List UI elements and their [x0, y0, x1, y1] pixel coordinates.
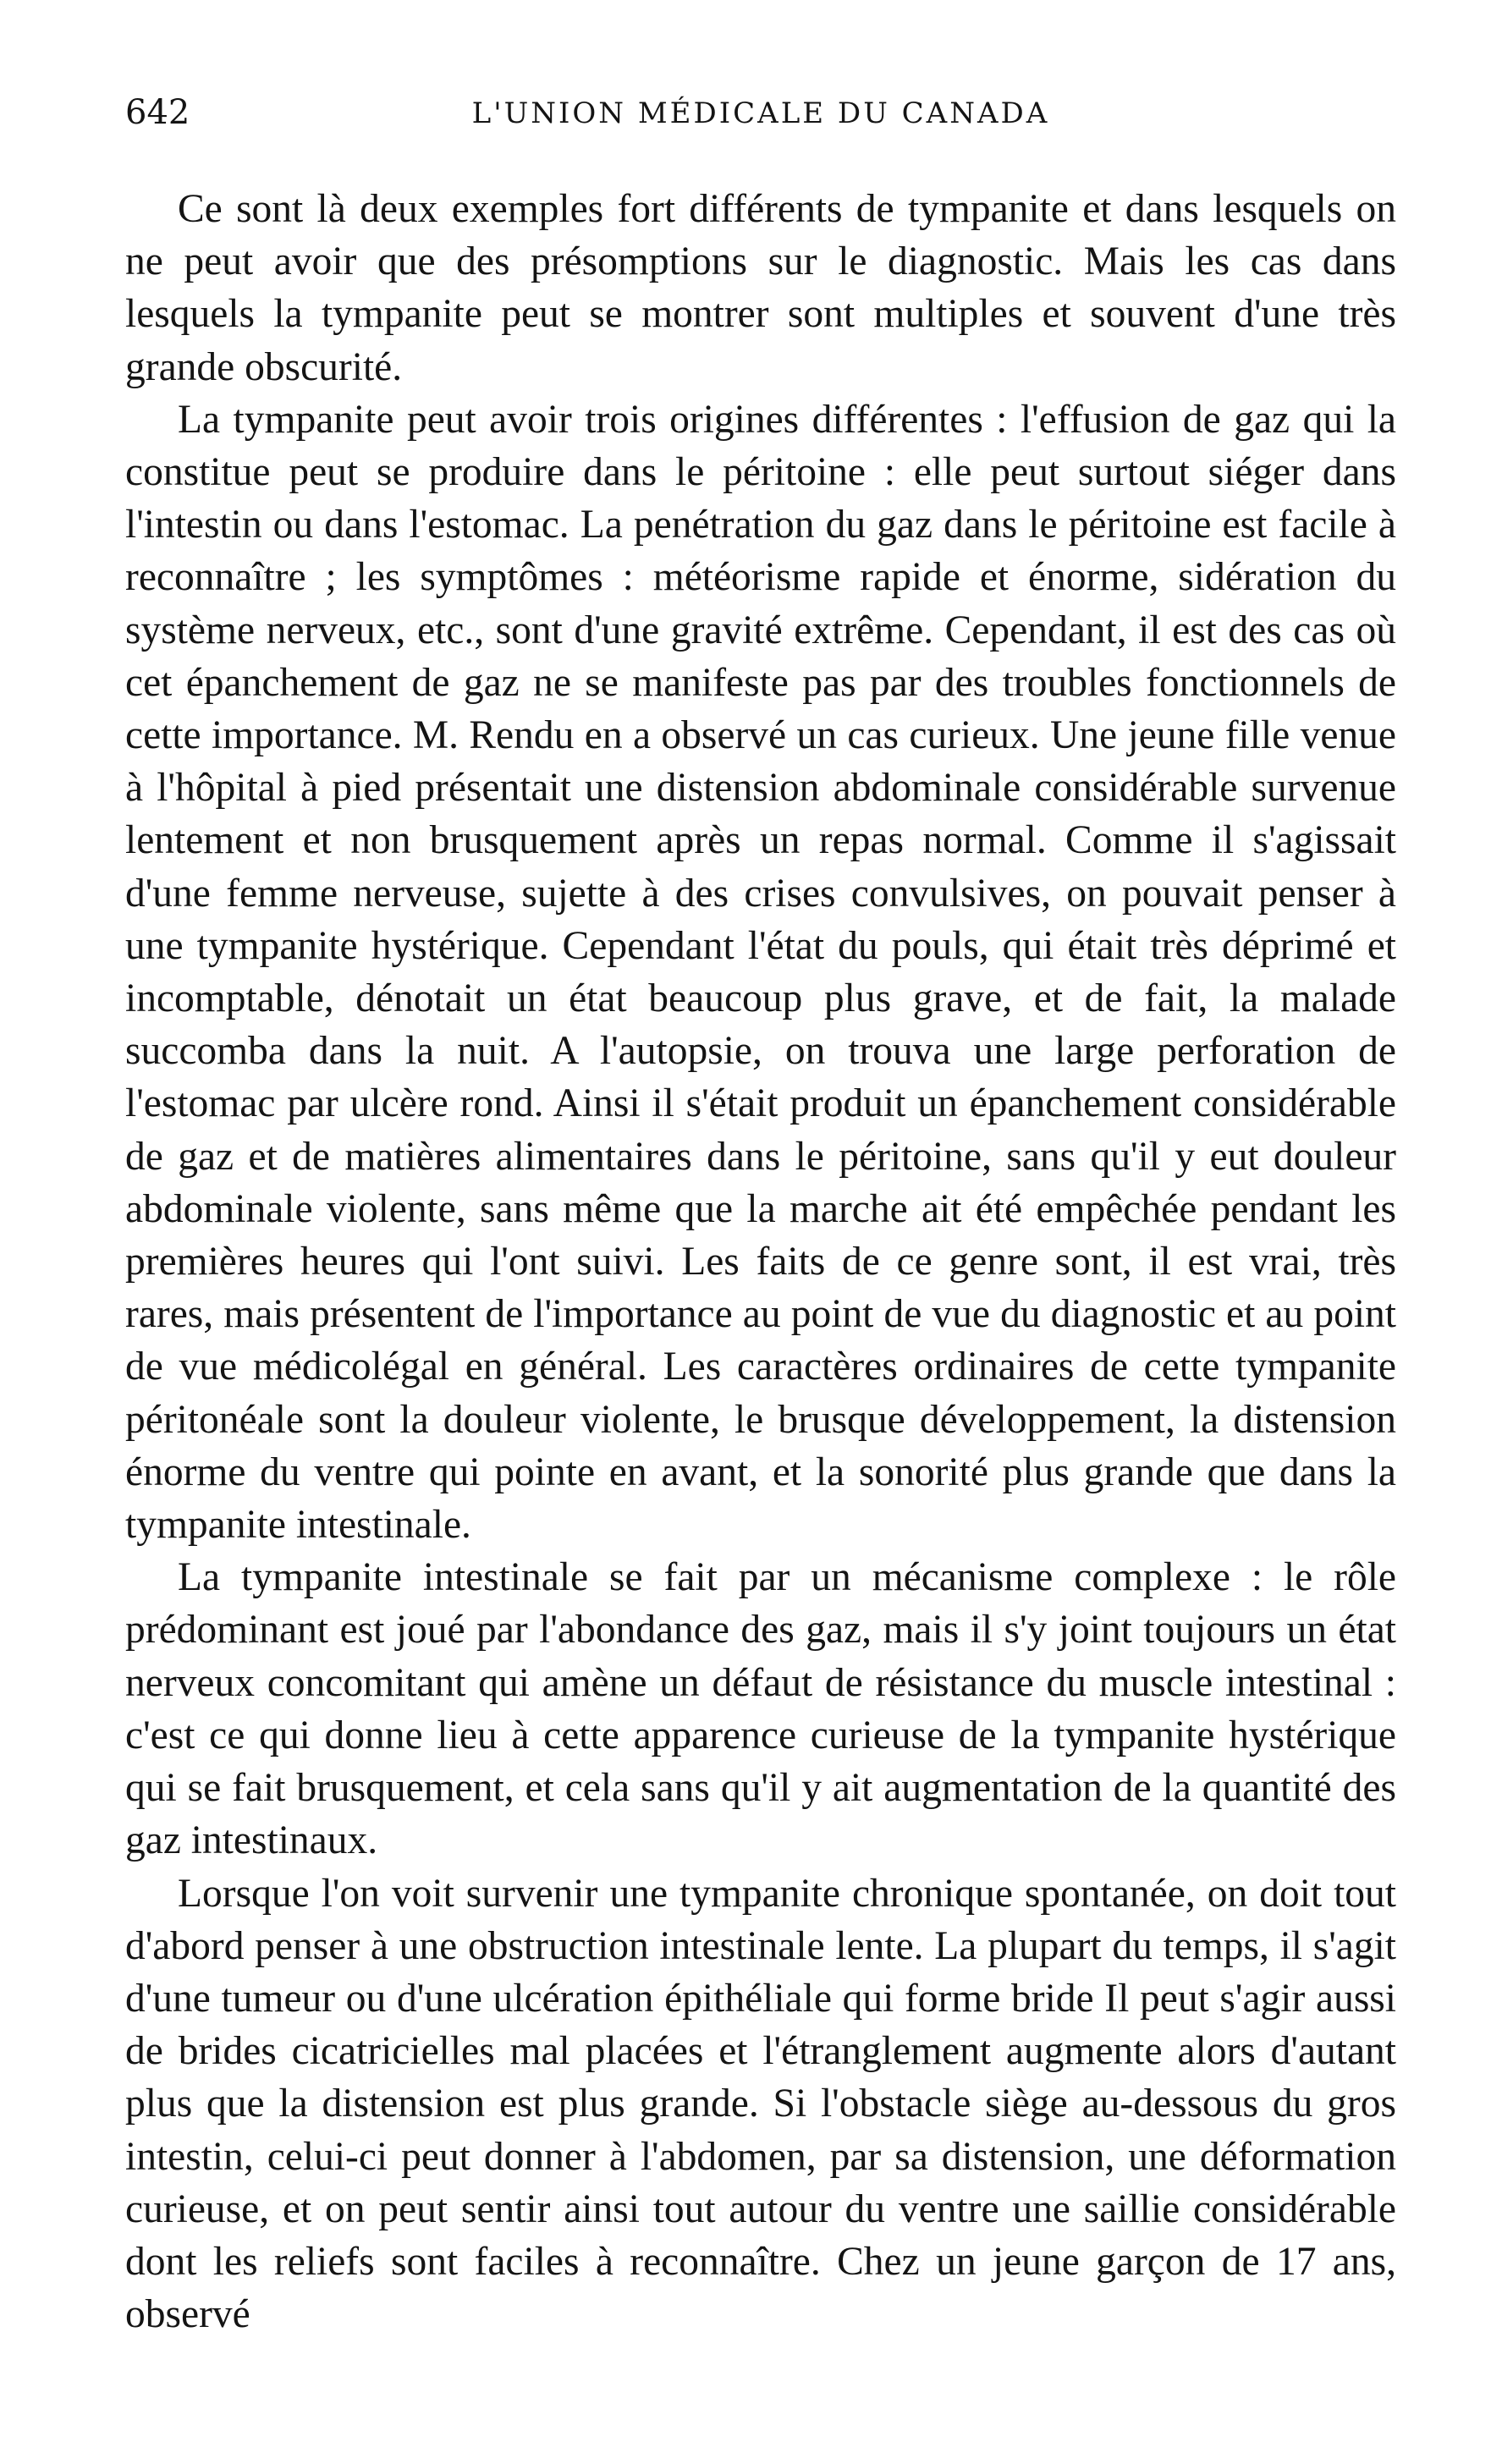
paragraph: Lorsque l'on voit survenir une tympanite chronique spontanée, on doit tout d'abord penser à une obstruction intestinale lente. La plupart du temps, il s'agit d'une tumeur ou d'une ulcération épithéliale qui forme bride Il peut s'agir aussi de brides cicatricielles mal placées et l'étranglement augmente alors d'autant plus que la distension est plus grande. Si l'obstacle siège au-dessous du gros intestin, celui-ci peut donner à l'abdomen, par sa distension, une déformation curieuse, et on peut sentir ainsi tout autour du ventre une saillie considérable dont les reliefs sont faciles à reconnaître. Chez un jeune garçon de 17 ans, observé: [125, 1871, 1396, 2337]
page-header: [125, 93, 1396, 144]
article-body: [125, 183, 1396, 2340]
paragraph: La tympanite intestinale se fait par un mécanisme complexe : le rôle prédominant est joué par l'abondance des gaz, mais il s'y joint toujours un état nerveux concomitant qui amène un défaut de résistance du muscle intestinal : c'est ce qui donne lieu à cette apparence curieuse de la tympanite hystérique qui se fait brusquement, et cela sans qu'il y ait augmentation de la quantité des gaz intestinaux.: [125, 1555, 1396, 1863]
paragraph: La tympanite peut avoir trois origines différentes : l'effusion de gaz qui la constitue peut se produire dans le péritoine : elle peut surtout siéger dans l'intestin ou dans l'estomac. La penétration du gaz dans le péritoine est facile à reconnaître ; les symptômes : météorisme rapide et énorme, sidération du système nerveux, etc., sont d'une gravité extrême. Cependant, il est des cas où cet épanchement de gaz ne se manifeste pas par des troubles fonctionnels de cette importance. M. Rendu en a observé un cas curieux. Une jeune fille venue à l'hôpital à pied présentait une distension abdominale considérable survenue lentement et non brusquement après un repas normal. Comme il s'agissait d'une femme nerveuse, sujette à des crises convulsives, on pouvait penser à une tympanite hystérique. Cependant l'état du pouls, qui était très déprimé et incomptable, dénotait un état beaucoup plus grave, et de fait, la malade succomba dans la nuit. A l'autopsie, on trouva une large perforation de l'estomac par ulcère rond. Ainsi il s'était produit un épanchement considérable de gaz et de matières alimentaires dans le péritoine, sans qu'il y eut douleur abdominale violente, sans même que la marche ait été empêchée pendant les premières heures qui l'ont suivi. Les faits de ce genre sont, il est vrai, très rares, mais présentent de l'importance au point de vue du diagnostic et au point de vue médicolégal en général. Les caractères ordinaires de cette tympanite péritonéale sont la douleur violente, le brusque développement, la distension énorme du ventre qui pointe en avant, et la sonorité plus grande que dans la tympanite intestinale.: [125, 397, 1396, 1548]
page-number: 642: [125, 93, 190, 132]
running-title: L'UNION MÉDICALE DU CANADA: [471, 96, 1050, 130]
document-page: [125, 93, 1396, 2340]
paragraph: Ce sont là deux exemples fort différents de tympanite et dans lesquels on ne peut avoir que des présomptions sur le diagnostic. Mais les cas dans lesquels la tympanite peut se montrer sont multiples et souvent d'une très grande obscurité.: [125, 187, 1396, 389]
